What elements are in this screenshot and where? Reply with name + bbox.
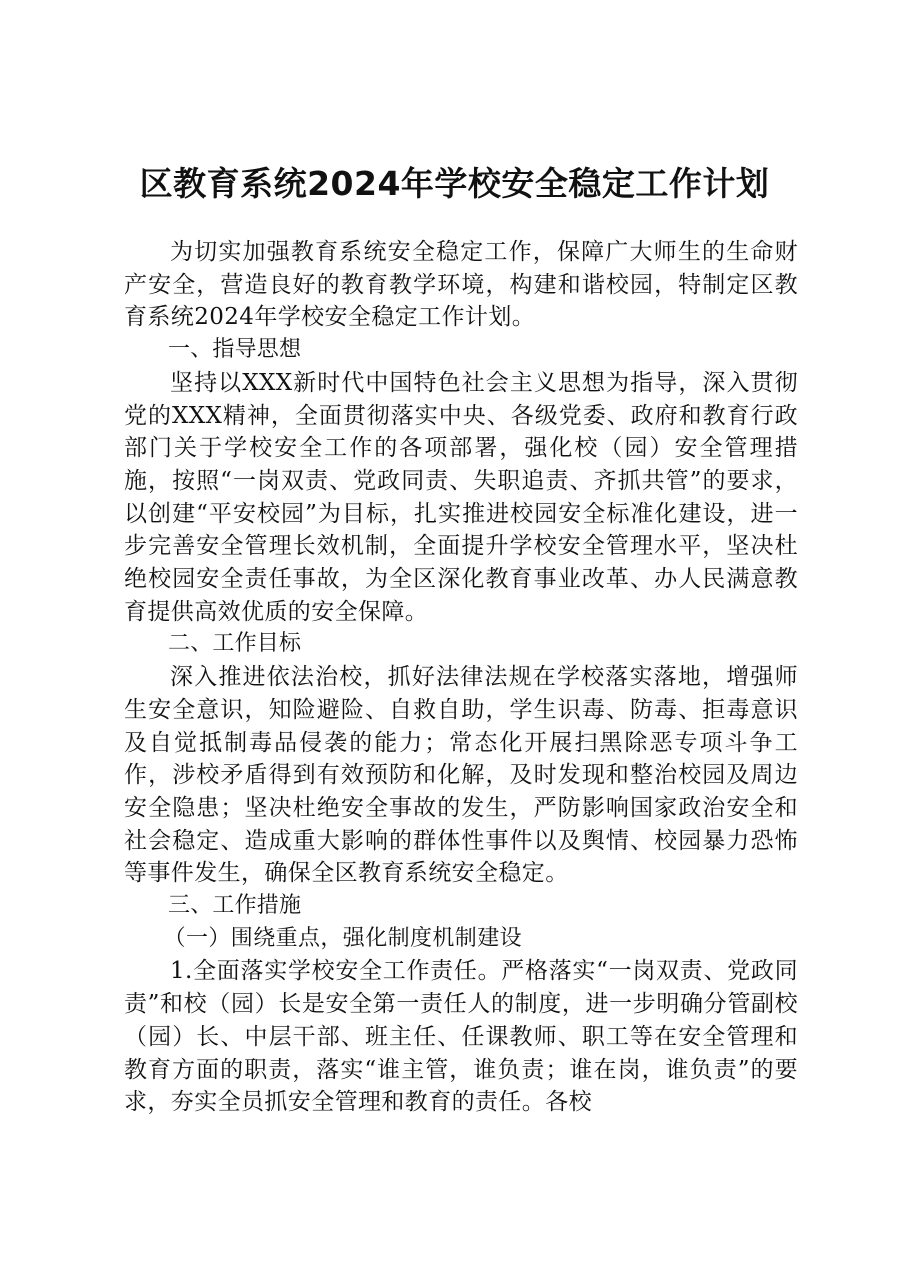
section-heading-guiding-ideology: 一、指导思想 <box>168 337 302 363</box>
guiding-ideology-paragraph: 坚持以XXX新时代中国特色社会主义思想为指导，深入贯彻党的XXX精神，全面贯彻落实中央、各级党委、政府和教育行政部门关于学校安全工作的各项部署，强化校（园）安全管理措施，按照“一岗双责、党政同责、失职追责、齐抓共管”的要求，以创建“平安校园”为目标，扎实推进校园安全标准化建设，进一步完善安全管理长效机制，全面提升学校安全管理水平，坚决杜绝校园安全责任事故，为全区深化教育事业改革、办人民满意教育提供高效优质的安全保障。 <box>124 369 798 625</box>
document-body <box>124 236 798 1119</box>
measure-item-1-paragraph: 1.全面落实学校安全工作责任。严格落实“一岗双责、党政同责”和校（园）长是安全第一责任人的制度，进一步明确分管副校（园）长、中层干部、班主任、任课教师、职工等在安全管理和教育方面的职责，落实“谁主管，谁负责；谁在岗，谁负责”的要求，夯实全员抓安全管理和教育的责任。各校 <box>124 958 798 1116</box>
work-goals-paragraph: 深入推进依法治校，抓好法律法规在学校落实落地，增强师生安全意识，知险避险、自救自助，学生识毒、防毒、拒毒意识及自觉抵制毒品侵袭的能力；常态化开展扫黑除恶专项斗争工作，涉校矛盾得到有效预防和化解，及时发现和整治校园及周边安全隐患；坚决杜绝安全事故的发生，严防影响国家政治安全和社会稳定、造成重大影响的群体性事件以及舆情、校园暴力恐怖等事件发生，确保全区教育系统安全稳定。 <box>124 664 798 887</box>
subsection-heading-system-building: （一）围绕重点，强化制度机制建设 <box>163 925 522 951</box>
document-title: 区教育系统2024年学校安全稳定工作计划 <box>139 164 770 203</box>
intro-paragraph: 为切实加强教育系统安全稳定工作，保障广大师生的生命财产安全，营造良好的教育教学环境，构建和谐校园，特制定区教育系统2024年学校安全稳定工作计划。 <box>124 239 798 331</box>
section-heading-work-goals: 二、工作目标 <box>168 631 302 657</box>
section-heading-work-measures: 三、工作措施 <box>168 893 302 919</box>
